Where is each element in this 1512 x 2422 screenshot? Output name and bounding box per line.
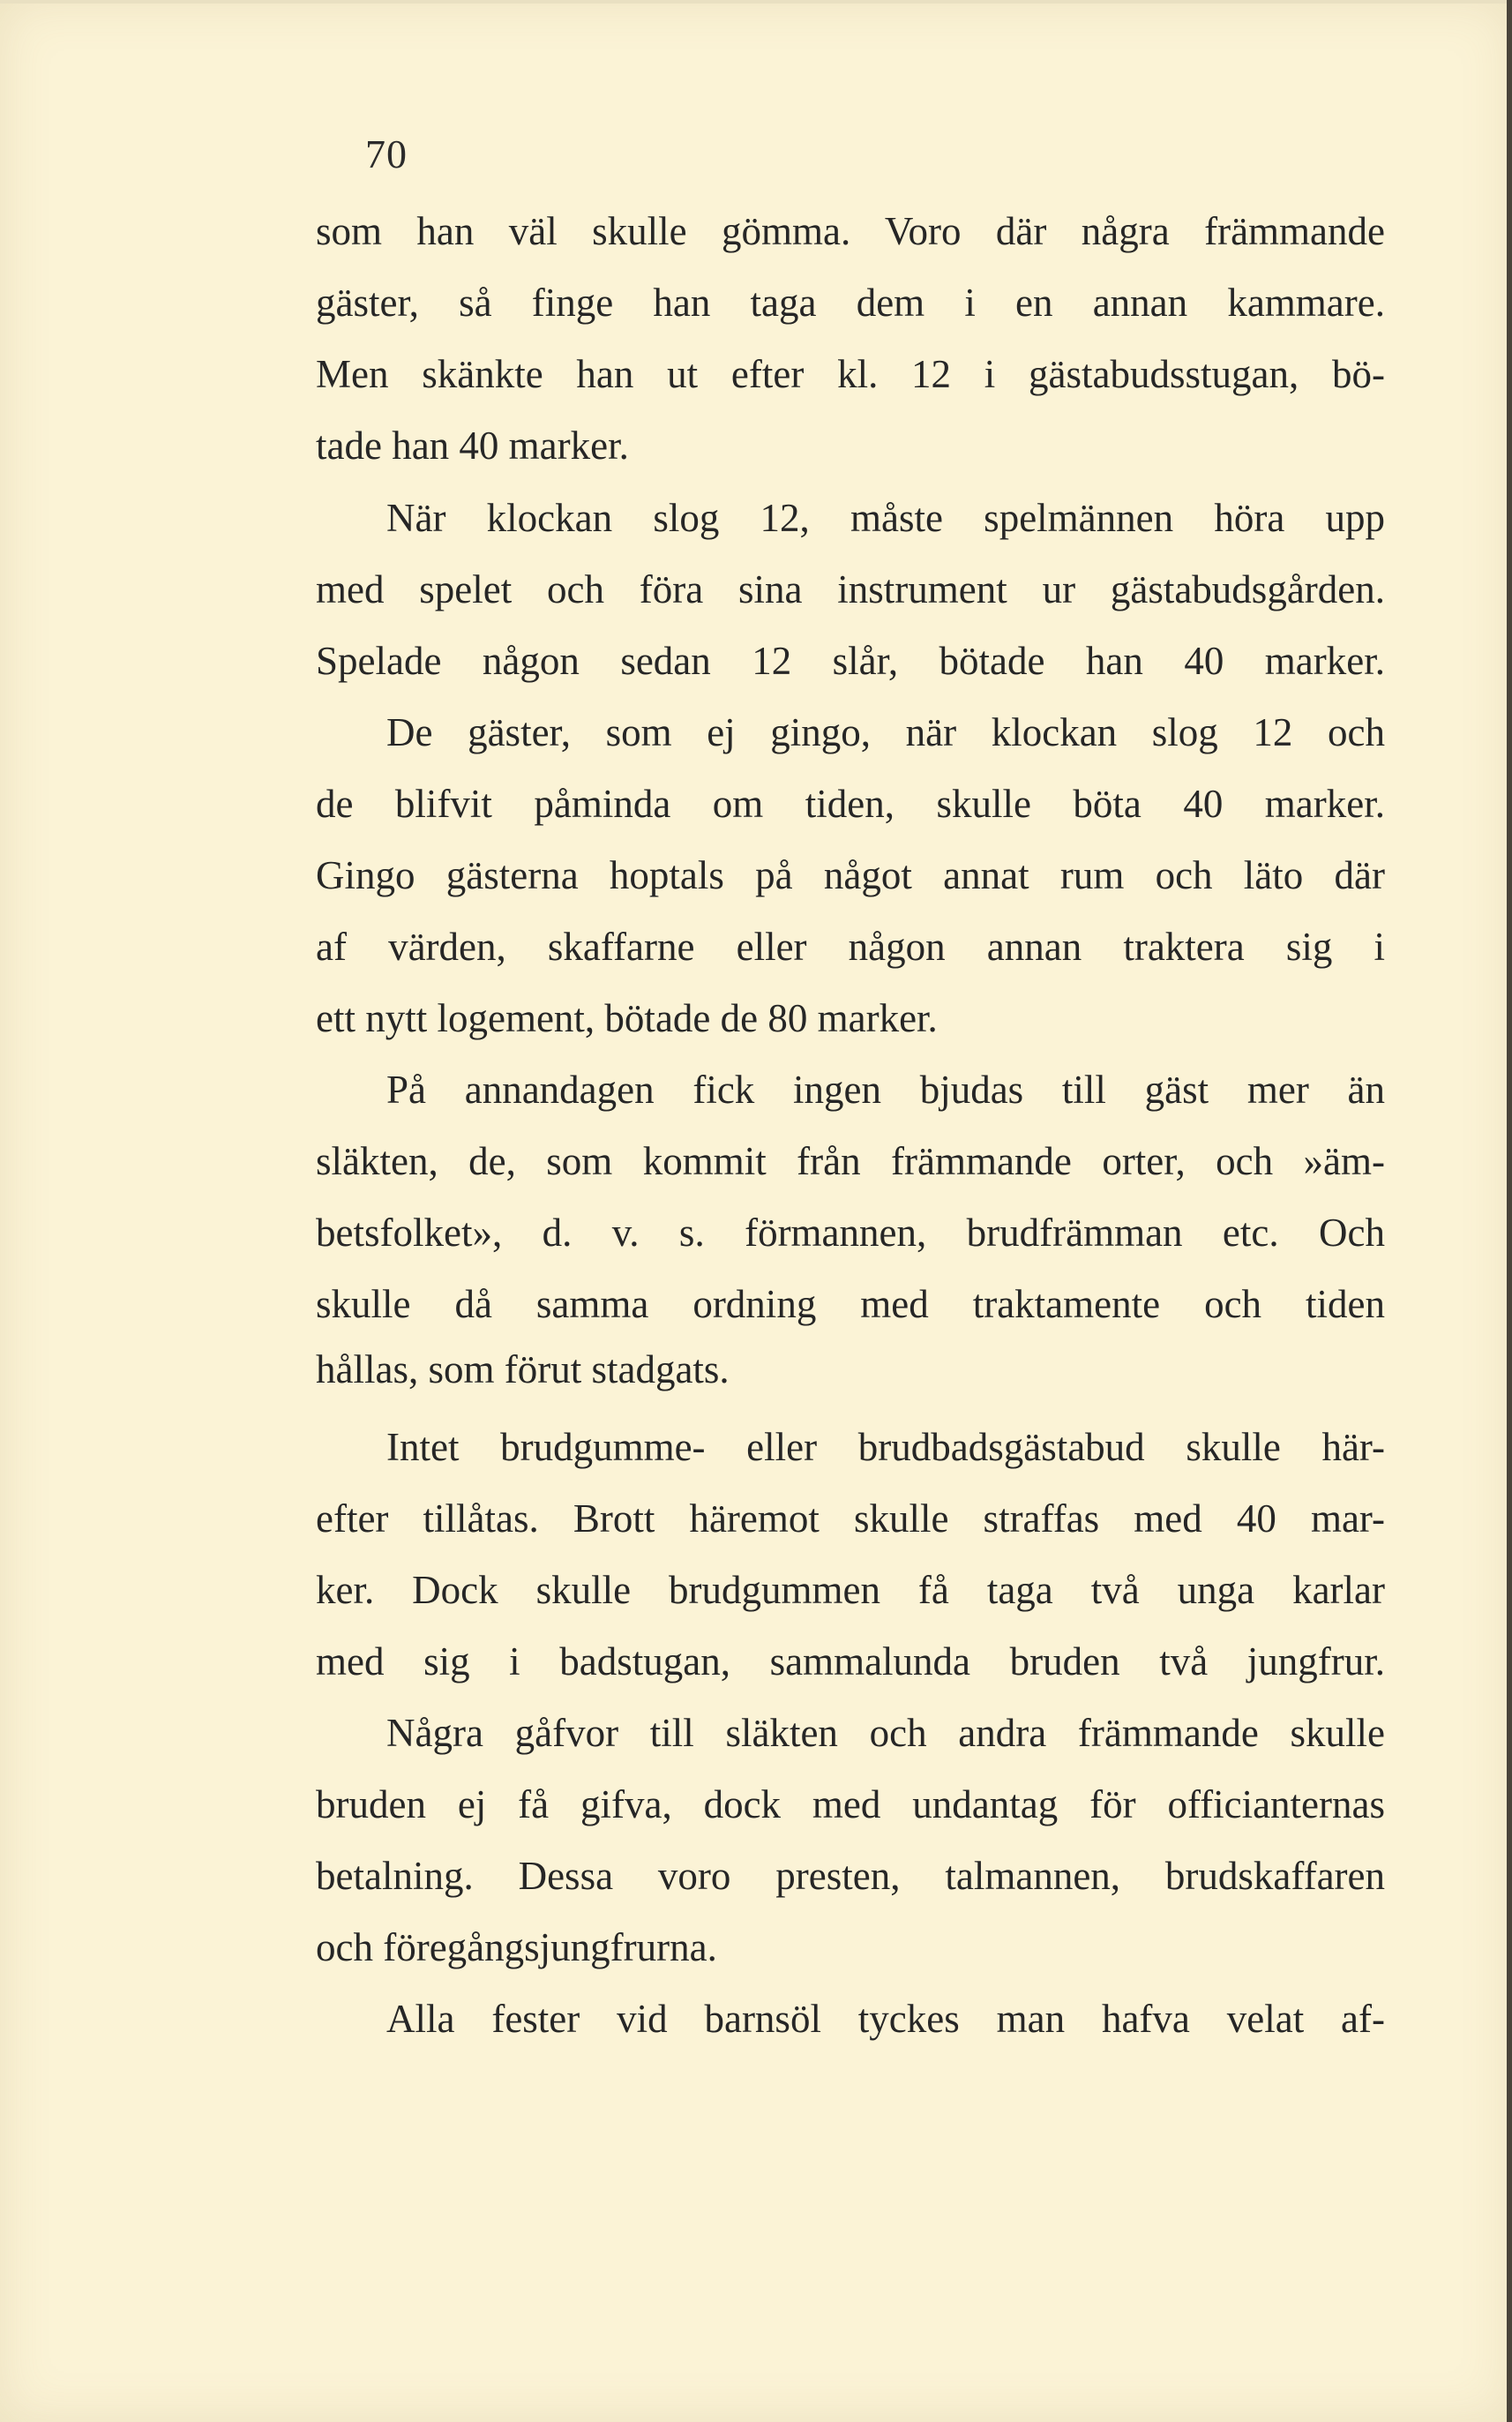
text-line: efter tillåtas. Brott häremot skulle straffas med 40 mar- [316, 1496, 1385, 1541]
text-line: och föregångsjungfrurna. [316, 1925, 717, 1969]
page-number: 70 [365, 131, 408, 176]
text-line: som han väl skulle gömma. Voro där några främmande [316, 209, 1385, 253]
text-line: med sig i badstugan, sammalunda bruden två jungfrur. [316, 1639, 1385, 1683]
text-line: af värden, skaffarne eller någon annan traktera sig i [316, 925, 1385, 969]
text-line: betsfolket», d. v. s. förmannen, brudfrämman etc. Och [316, 1211, 1385, 1255]
text-line: När klockan slog 12, måste spelmännen höra upp [386, 496, 1385, 540]
text-line: skulle då samma ordning med traktamente och tiden [316, 1282, 1385, 1326]
text-line: gäster, så finge han taga dem i en annan kammare. [316, 281, 1385, 325]
text-line: De gäster, som ej gingo, när klockan slog 12 och [386, 710, 1385, 754]
text-line: Några gåfvor till släkten och andra främmande skulle [386, 1711, 1385, 1755]
page-right-edge [1507, 0, 1512, 2422]
text-line: hållas, som förut stadgats. [316, 1347, 730, 1391]
text-line: ker. Dock skulle brudgummen få taga två unga karlar [316, 1568, 1385, 1612]
page-top-edge [0, 0, 1512, 4]
text-line: med spelet och föra sina instrument ur gästabudsgården. [316, 567, 1385, 611]
text-line: släkten, de, som kommit från främmande orter, och »äm- [316, 1139, 1385, 1183]
text-line: Intet brudgumme- eller brudbadsgästabud skulle här- [386, 1425, 1385, 1469]
text-line: Spelade någon sedan 12 slår, bötade han 40 marker. [316, 639, 1385, 683]
text-line: Gingo gästerna hoptals på något annat rum och läto där [316, 853, 1385, 897]
text-line: På annandagen fick ingen bjudas till gäst mer än [386, 1068, 1385, 1112]
text-line: Alla fester vid barnsöl tyckes man hafva velat af- [386, 1997, 1385, 2041]
text-line: betalning. Dessa voro presten, talmannen, brudskaffaren [316, 1854, 1385, 1898]
text-line: tade han 40 marker. [316, 424, 629, 468]
text-line: bruden ej få gifva, dock med undantag för officianternas [316, 1782, 1385, 1826]
text-line: Men skänkte han ut efter kl. 12 i gästabudsstugan, bö- [316, 352, 1385, 396]
text-line: de blifvit påminda om tiden, skulle böta 40 marker. [316, 782, 1385, 826]
text-line: ett nytt logement, bötade de 80 marker. [316, 996, 938, 1040]
